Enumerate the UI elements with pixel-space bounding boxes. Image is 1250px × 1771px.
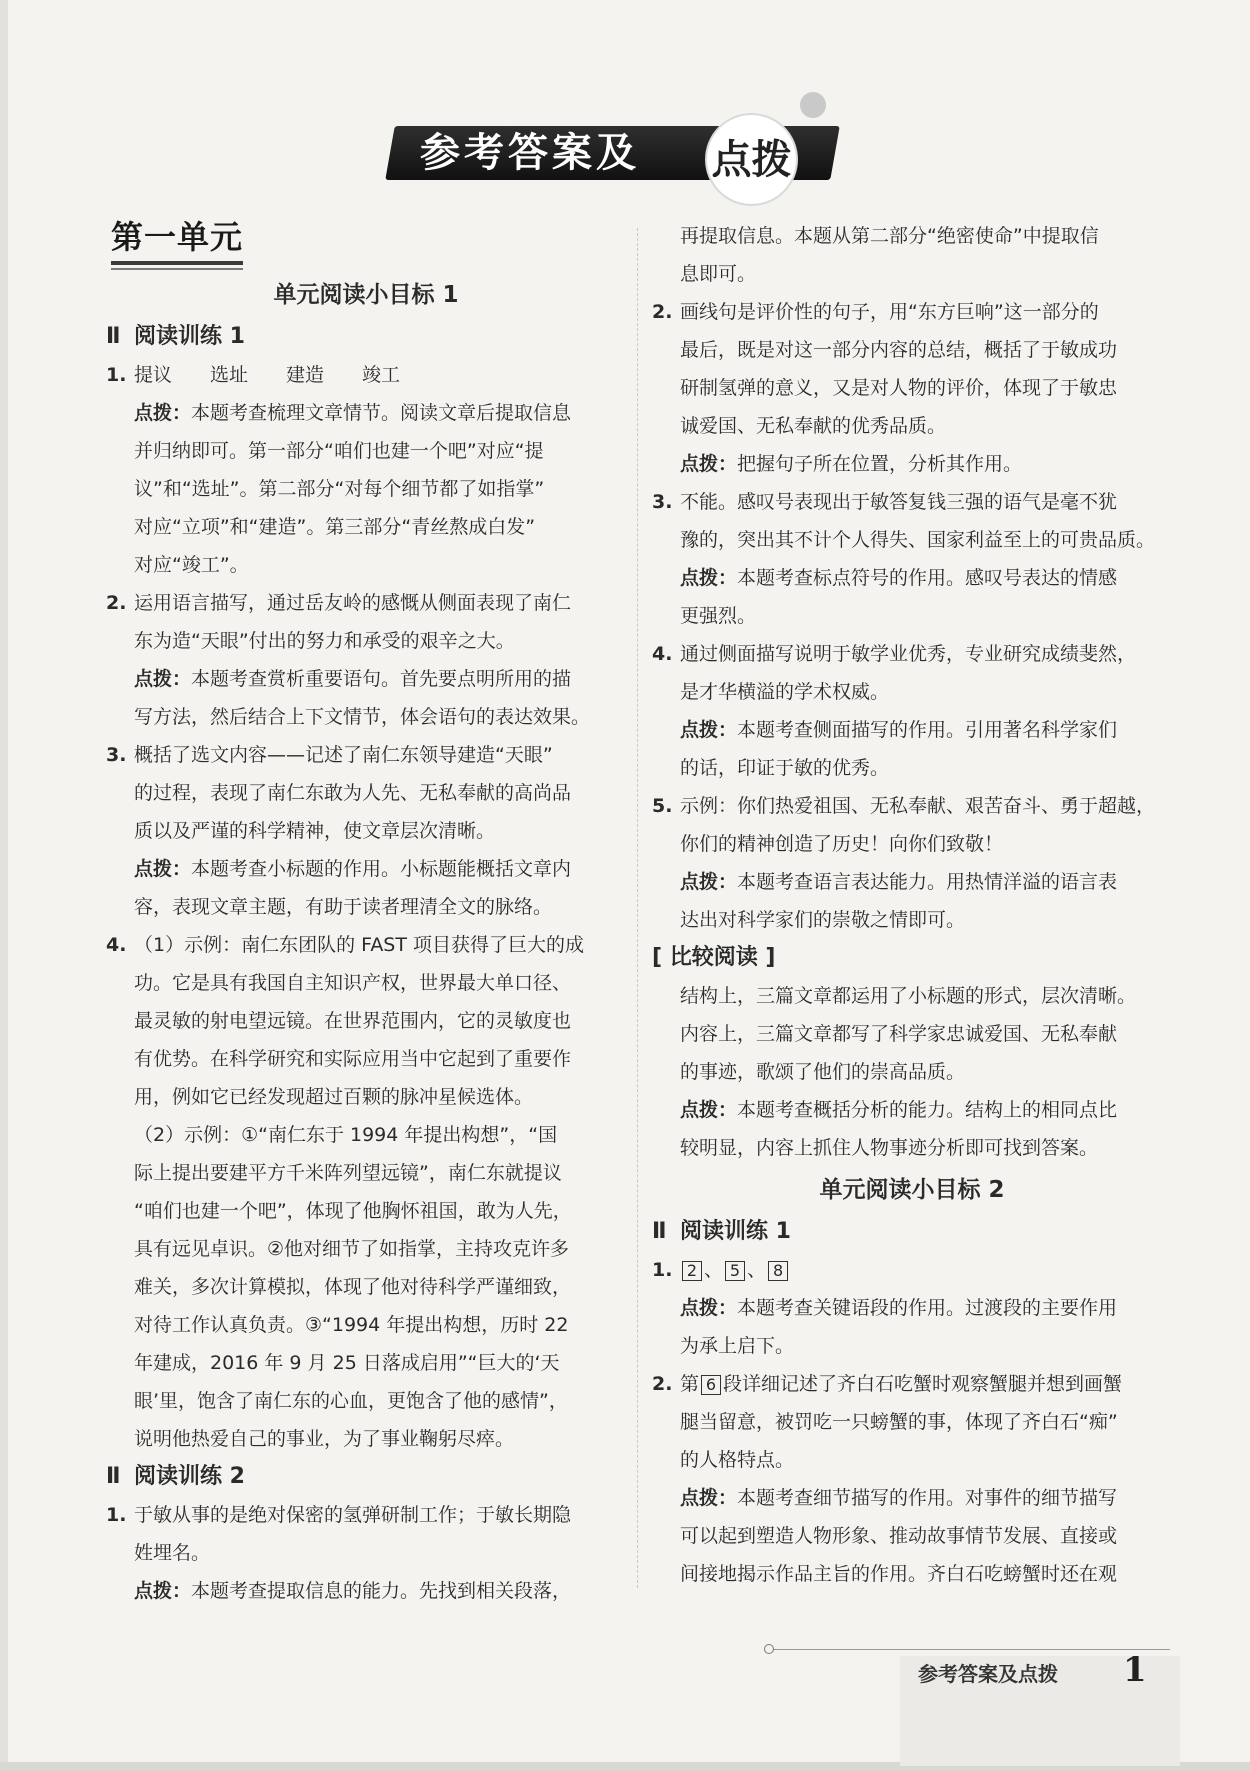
answer-line bbox=[652, 293, 1172, 331]
text-line: 为承上启下。 bbox=[680, 1335, 795, 1357]
text-line: 结构上，三篇文章都运用了小标题的形式，层次清晰。 bbox=[680, 985, 1137, 1007]
answer-text: 提议 选址 建造 竣工 bbox=[134, 364, 401, 386]
text-line: 对应“立项”和“建造”。第三部分“青丝熬成白发” bbox=[134, 516, 536, 538]
hint-label: 点拨： bbox=[134, 668, 192, 690]
hint-line bbox=[652, 445, 1172, 483]
hint-text: 本题考查提取信息的能力。先找到相关段落， bbox=[191, 1580, 572, 1602]
text-line: 间接地揭示作品主旨的作用。齐白石吃螃蟹时还在观 bbox=[680, 1563, 1118, 1585]
text-line: 是才华横溢的学术权威。 bbox=[680, 681, 890, 703]
answer-line bbox=[652, 483, 1172, 521]
text-line: 研制氢弹的意义，又是对人物的评价，体现了于敏忠 bbox=[680, 377, 1118, 399]
text-line: 较明显，内容上抓住人物事迹分析即可找到答案。 bbox=[680, 1137, 1099, 1159]
hint-line bbox=[106, 850, 626, 888]
footer-label: 参考答案及点拨 bbox=[918, 1662, 1058, 1686]
answer-text: 段详细记述了齐白石吃蟹时观察蟹腿并想到画蟹 bbox=[723, 1373, 1123, 1395]
paragraph-number-box: 6 bbox=[701, 1375, 721, 1395]
question-number: 2. bbox=[106, 592, 127, 614]
separator: 、 bbox=[704, 1259, 724, 1281]
banner-title: 参考答案及 bbox=[420, 129, 640, 176]
text-line: 对应“竣工”。 bbox=[134, 554, 249, 576]
text-line: 腿当留意，被罚吃一只螃蟹的事，体现了齐白石“痴” bbox=[680, 1411, 1118, 1433]
answer-text: 概括了选文内容——记述了南仁东领导建造“天眼” bbox=[134, 744, 553, 766]
paragraph-number-box: 8 bbox=[768, 1261, 788, 1281]
text-line: 可以起到塑造人物形象、推动故事情节发展、直接或 bbox=[680, 1525, 1118, 1547]
hint-text: 本题考查语言表达能力。用热情洋溢的语言表 bbox=[737, 871, 1118, 893]
left-content bbox=[106, 272, 626, 1610]
hint-text: 本题考查小标题的作用。小标题能概括文章内 bbox=[191, 858, 572, 880]
hint-line bbox=[106, 394, 626, 432]
section-heading-text: 阅读训练 2 bbox=[134, 1464, 245, 1489]
text-line: 功。它是具有我国自主知识产权，世界最大单口径、 bbox=[134, 972, 572, 994]
text-line: 诚爱国、无私奉献的优秀品质。 bbox=[680, 415, 947, 437]
answer-line bbox=[652, 1251, 1172, 1289]
text-line: 议”和“选址”。第二部分“对每个细节都了如指掌” bbox=[134, 478, 545, 500]
text-line: 难关，多次计算模拟，体现了他对待科学严谨细致， bbox=[134, 1276, 572, 1298]
text-line: 内容上，三篇文章都写了科学家忠诚爱国、无私奉献 bbox=[680, 1023, 1118, 1045]
answer-prefix: 第 bbox=[680, 1373, 700, 1395]
bracket-heading: [ 比较阅读 ] bbox=[652, 945, 776, 970]
answer-line bbox=[652, 787, 1172, 825]
text-line: 豫的，突出其不计个人得失、国家利益至上的可贵品质。 bbox=[680, 529, 1156, 551]
answer-text: 画线句是评价性的句子，用“东方巨响”这一部分的 bbox=[680, 301, 1099, 323]
answer-text: 示例：你们热爱祖国、无私奉献、艰苦奋斗、勇于超越， bbox=[680, 795, 1156, 817]
page-number: 1 bbox=[1123, 1650, 1147, 1690]
right-content bbox=[652, 217, 1172, 1593]
text-line: 用，例如它已经发现超过百颗的脉冲星候选体。 bbox=[134, 1086, 534, 1108]
text-line: 的过程，表现了南仁东敢为人先、无私奉献的高尚品 bbox=[134, 782, 572, 804]
question-number: 2. bbox=[652, 1373, 673, 1395]
hint-line bbox=[652, 1479, 1172, 1517]
subsection-title: 单元阅读小目标 2 bbox=[819, 1177, 1005, 1203]
text-line: 最灵敏的射电望远镜。在世界范围内，它的灵敏度也 bbox=[134, 1010, 572, 1032]
answer-text: 运用语言描写，通过岳友岭的感慨从侧面表现了南仁 bbox=[134, 592, 572, 614]
section-bar-icon: Ⅱ bbox=[106, 324, 120, 349]
section-heading bbox=[106, 1458, 626, 1496]
hint-label: 点拨： bbox=[680, 719, 738, 741]
banner-circle-title: 点拨 bbox=[711, 136, 792, 183]
hint-label: 点拨： bbox=[134, 402, 192, 424]
text-line: 年建成，2016 年 9 月 25 日落成启用”“巨大的‘天 bbox=[134, 1352, 560, 1374]
hint-text: 本题考查梳理文章情节。阅读文章后提取信息 bbox=[191, 402, 572, 424]
text-line: 再提取信息。本题从第二部分“绝密使命”中提取信 bbox=[680, 225, 1099, 247]
hint-text: 把握句子所在位置，分析其作用。 bbox=[737, 453, 1023, 475]
text-line: 息即可。 bbox=[680, 263, 757, 285]
hint-text: 本题考查细节描写的作用。对事件的细节描写 bbox=[737, 1487, 1118, 1509]
hint-text: 本题考查侧面描写的作用。引用著名科学家们 bbox=[737, 719, 1118, 741]
hint-line bbox=[652, 1091, 1172, 1129]
section-heading-text: 阅读训练 1 bbox=[134, 324, 245, 349]
footer-circle-icon bbox=[764, 1644, 774, 1654]
text-line: 对待工作认真负责。③“1994 年提出构想，历时 22 bbox=[134, 1314, 569, 1336]
text-line: 有优势。在科学研究和实际应用当中它起到了重要作 bbox=[134, 1048, 572, 1070]
hint-line bbox=[106, 1572, 626, 1610]
hint-label: 点拨： bbox=[680, 1099, 738, 1121]
subsection-title: 单元阅读小目标 1 bbox=[273, 282, 459, 308]
text-line: 达出对科学家们的崇敬之情即可。 bbox=[680, 909, 966, 931]
section-heading-text: 阅读训练 1 bbox=[680, 1219, 791, 1244]
paragraph-number-box: 5 bbox=[725, 1261, 745, 1281]
text-line: 你们的精神创造了历史！向你们致敬！ bbox=[680, 833, 1004, 855]
answer-text: 不能。感叹号表现出于敏答复钱三强的语气是毫不犹 bbox=[680, 491, 1118, 513]
question-number: 1. bbox=[106, 364, 127, 386]
text-line: （2）示例：①“南仁东于 1994 年提出构想”，“国 bbox=[134, 1124, 558, 1146]
page-edge-left bbox=[0, 0, 8, 1771]
answer-text: 于敏从事的是绝对保密的氢弹研制工作；于敏长期隐 bbox=[134, 1504, 572, 1526]
hint-text: 本题考查赏析重要语句。首先要点明所用的描 bbox=[191, 668, 572, 690]
hint-label: 点拨： bbox=[680, 453, 738, 475]
question-number: 5. bbox=[652, 795, 673, 817]
banner-dot bbox=[800, 92, 826, 118]
text-line: 姓埋名。 bbox=[134, 1542, 211, 1564]
answer-text: （1）示例：南仁东团队的 FAST 项目获得了巨大的成 bbox=[134, 934, 585, 956]
hint-label: 点拨： bbox=[134, 858, 192, 880]
text-line: “咱们也建一个吧”，体现了他胸怀祖国，敢为人先， bbox=[134, 1200, 572, 1222]
question-number: 3. bbox=[106, 744, 127, 766]
text-line: 更强烈。 bbox=[680, 605, 757, 627]
hint-line bbox=[652, 711, 1172, 749]
text-line: 的人格特点。 bbox=[680, 1449, 795, 1471]
section-bar-icon: Ⅱ bbox=[106, 1464, 120, 1489]
text-line: 东为造“天眼”付出的努力和承受的艰辛之大。 bbox=[134, 630, 515, 652]
answer-text: 通过侧面描写说明于敏学业优秀，专业研究成绩斐然， bbox=[680, 643, 1137, 665]
hint-label: 点拨： bbox=[680, 1487, 738, 1509]
text-line: 容，表现文章主题，有助于读者理清全文的脉络。 bbox=[134, 896, 553, 918]
text-line: 质以及严谨的科学精神，使文章层次清晰。 bbox=[134, 820, 496, 842]
hint-label: 点拨： bbox=[680, 871, 738, 893]
text-line: 写方法，然后结合上下文情节，体会语句的表达效果。 bbox=[134, 706, 591, 728]
text-line: 最后，既是对这一部分内容的总结，概括了于敏成功 bbox=[680, 339, 1118, 361]
answer-line bbox=[106, 1496, 626, 1534]
separator: 、 bbox=[747, 1259, 767, 1281]
text-line: 具有远见卓识。②他对细节了如指掌，主持攻克许多 bbox=[134, 1238, 570, 1260]
hint-label: 点拨： bbox=[680, 1297, 738, 1319]
answer-line bbox=[652, 635, 1172, 673]
question-number: 1. bbox=[652, 1259, 673, 1281]
hint-line bbox=[106, 660, 626, 698]
hint-text: 本题考查概括分析的能力。结构上的相同点比 bbox=[737, 1099, 1118, 1121]
text-line: 说明他热爱自己的事业，为了事业鞠躬尽瘁。 bbox=[134, 1428, 515, 1450]
question-number: 3. bbox=[652, 491, 673, 513]
text-line: 的事迹，歌颂了他们的崇高品质。 bbox=[680, 1061, 966, 1083]
text-line: 并归纳即可。第一部分“咱们也建一个吧”对应“提 bbox=[134, 440, 544, 462]
hint-text: 本题考查标点符号的作用。感叹号表达的情感 bbox=[737, 567, 1118, 589]
section-bar-icon: Ⅱ bbox=[652, 1219, 666, 1244]
hint-line bbox=[652, 863, 1172, 901]
answer-line bbox=[106, 736, 626, 774]
hint-text: 本题考查关键语段的作用。过渡段的主要作用 bbox=[737, 1297, 1118, 1319]
section-heading bbox=[652, 1213, 1172, 1251]
section-heading bbox=[106, 318, 626, 356]
question-number: 4. bbox=[652, 643, 673, 665]
answer-line bbox=[106, 356, 626, 394]
answer-line bbox=[106, 584, 626, 622]
hint-label: 点拨： bbox=[680, 567, 738, 589]
hint-label: 点拨： bbox=[134, 1580, 192, 1602]
text-line: 际上提出要建平方千米阵列望远镜”，南仁东就提议 bbox=[134, 1162, 562, 1184]
unit-title: 第一单元 bbox=[111, 212, 243, 265]
footer-rule bbox=[770, 1649, 1170, 1650]
hint-line bbox=[652, 559, 1172, 597]
answer-line bbox=[106, 926, 626, 964]
question-number: 4. bbox=[106, 934, 127, 956]
paragraph-number-box: 2 bbox=[682, 1261, 702, 1281]
text-line: 的话，印证于敏的优秀。 bbox=[680, 757, 890, 779]
hint-line bbox=[652, 1289, 1172, 1327]
question-number: 2. bbox=[652, 301, 673, 323]
question-number: 1. bbox=[106, 1504, 127, 1526]
text-line: 眼’里，饱含了南仁东的心血，更饱含了他的感情”， bbox=[134, 1390, 568, 1412]
column-divider bbox=[637, 228, 639, 1588]
answer-line bbox=[652, 1365, 1172, 1403]
